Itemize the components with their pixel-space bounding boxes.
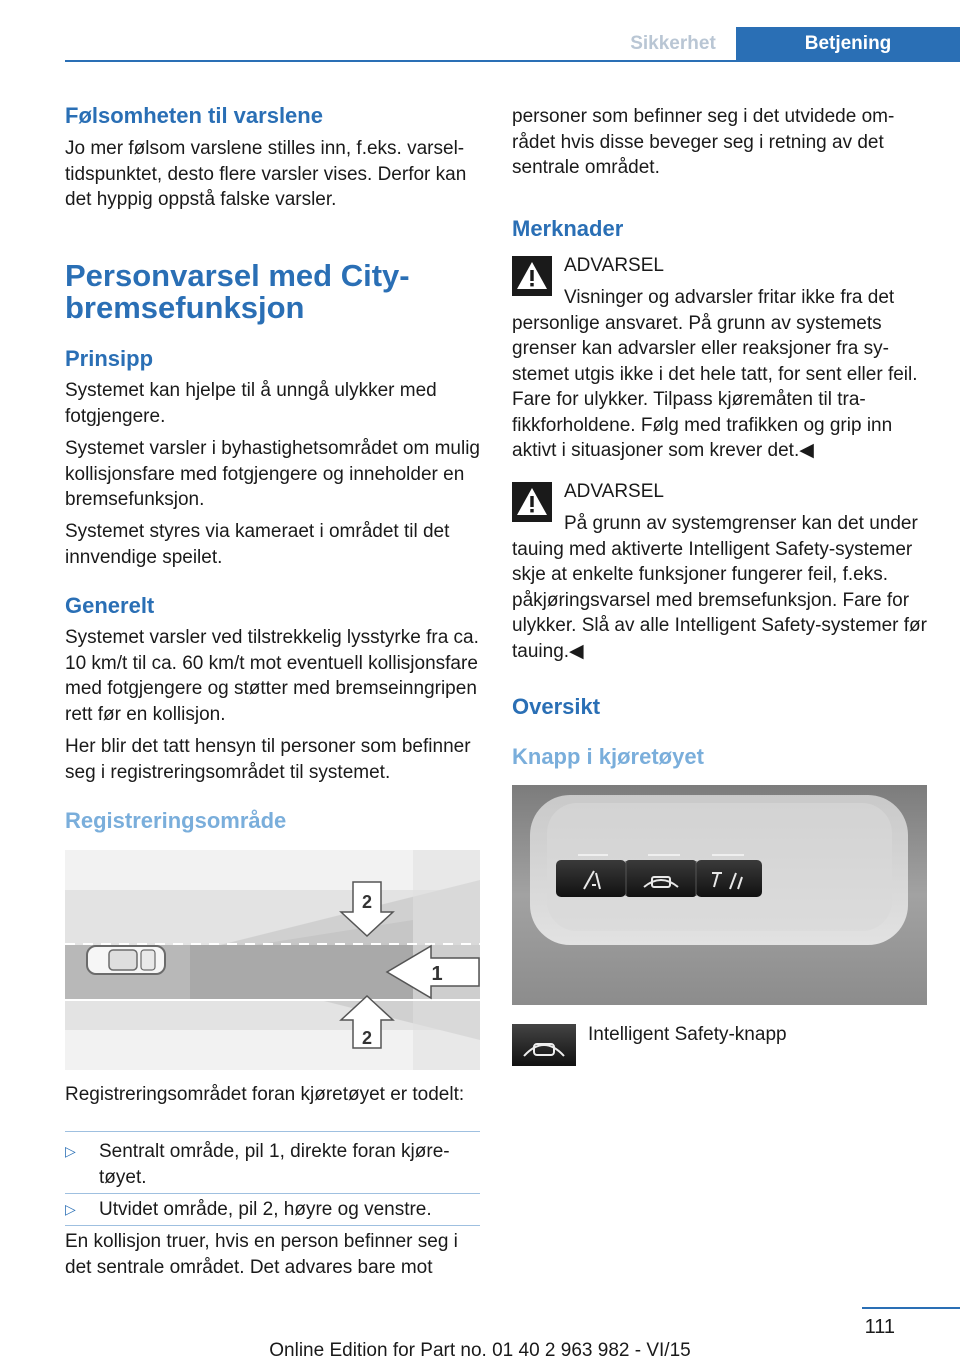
bullet-text: Utvidet område, pil 2, høyre og venstre. bbox=[99, 1199, 432, 1220]
footer-rule bbox=[862, 1307, 960, 1309]
page-number: 111 bbox=[864, 1316, 895, 1338]
paragraph-general-2: Her blir det tatt hensyn til personer som befinner seg i registreringsområdet til systemet. bbox=[65, 736, 471, 783]
heading-main-line1: Personvarsel med City- bbox=[65, 258, 410, 293]
figure-car bbox=[87, 946, 165, 974]
button-caption: Intelligent Safety-knapp bbox=[588, 1024, 787, 1045]
warning-1-title: ADVARSEL bbox=[564, 255, 664, 276]
warning-2-title: ADVARSEL bbox=[564, 481, 664, 502]
heading-notes: Merknader bbox=[512, 216, 624, 241]
warning-1-text: Visninger og advarsler fritar ikke fra det personlige ansvaret. På grunn av systemets grenser kan advarsler eller reaksjoner fra systemet utgis ikke i det hele tatt, for sent eller feil. Fare for ulykker. Tilpass kjøremåten til trafikkforholdene. Følg med trafikken og grip inn aktivt i situasjoner som krever det.◀ bbox=[512, 287, 918, 461]
bullet-separator bbox=[65, 1131, 480, 1132]
paragraph-detection: Registreringsområdet foran kjøretøyet er todelt: bbox=[65, 1084, 465, 1105]
bullet-separator bbox=[65, 1225, 480, 1226]
intelligent-safety-button-icon bbox=[512, 1024, 576, 1066]
paragraph-principle-2: Systemet varsler i byhastighetsområdet om mulig kollisjonsfare med fotgjengere og inneholder en bremsefunksjon. bbox=[65, 438, 480, 510]
bullet-separator bbox=[65, 1193, 480, 1194]
panel-button-right bbox=[696, 860, 762, 897]
bullet-triangle-icon: ▷ bbox=[65, 1143, 76, 1159]
arrow-2-top-label: 2 bbox=[361, 892, 373, 912]
panel-button-middle bbox=[626, 860, 696, 897]
bullet-text: Sentralt område, pil 1, direkte foran kjøretøyet. bbox=[99, 1141, 450, 1188]
page-header bbox=[65, 0, 960, 62]
heading-sensitivity: Følsomheten til varslene bbox=[65, 103, 323, 128]
paragraph-continued: personer som befinner seg i det utvidede området hvis disse beveger seg i retning av det sentrale området. bbox=[512, 106, 895, 178]
detection-area-figure bbox=[65, 850, 480, 1070]
panel-button-left bbox=[556, 860, 626, 897]
footer-edition: Online Edition for Part no. 01 40 2 963 982 - VI/15 bbox=[269, 1340, 691, 1361]
bullet-item bbox=[65, 1197, 480, 1223]
heading-principle: Prinsipp bbox=[65, 346, 154, 371]
paragraph-sensitivity: Jo mer følsom varslene stilles inn, f.eks. varseltidspunktet, desto flere varsler vises. Derfor kan det hyppig oppstå falske varsler. bbox=[65, 138, 467, 210]
heading-general: Generelt bbox=[65, 593, 155, 618]
tab-sikkerhet[interactable]: Sikkerhet bbox=[630, 33, 716, 54]
heading-detection-area: Registreringsområde bbox=[65, 808, 287, 833]
paragraph-principle-3: Systemet styres via kameraet i området til det innvendige speilet. bbox=[65, 521, 450, 568]
arrow-1-center-label: 1 bbox=[431, 963, 443, 985]
heading-overview: Oversikt bbox=[512, 694, 601, 719]
paragraph-general-1: Systemet varsler ved tilstrekkelig lysstyrke fra ca. 10 km/t til ca. 60 km/t mot eventuell kollisjonsfare med fotgjengere og støtter med bremseinngripen rett før en kollisjon. bbox=[65, 627, 479, 725]
bullet-triangle-icon: ▷ bbox=[65, 1201, 76, 1217]
figure-central-zone bbox=[190, 945, 413, 1000]
warning-2-text: På grunn av systemgrenser kan det under tauing med aktiverte Intelligent Safety-systemer skje at enkelte funksjoner fungerer feil, f.eks. påkjøringsvarsel med bremsefunksjon. Fare for ulykker. Slå av alle Intelligent Safety-systemer før tauing.◀ bbox=[512, 513, 927, 662]
tab-betjening[interactable]: Betjening bbox=[736, 27, 960, 60]
heading-button-in-vehicle: Knapp i kjøretøyet bbox=[512, 744, 704, 769]
button-panel-photo bbox=[512, 785, 927, 1005]
heading-main-line2: bremsefunksjon bbox=[65, 290, 305, 325]
paragraph-principle-1: Systemet kan hjelpe til å unngå ulykker med fotgjengere. bbox=[65, 380, 437, 427]
arrow-2-bottom-label: 2 bbox=[361, 1028, 373, 1048]
paragraph-collision: En kollisjon truer, hvis en person befinner seg i det sentrale området. Det advares bare mot bbox=[65, 1231, 458, 1278]
header-rule bbox=[65, 60, 960, 62]
bullet-item bbox=[65, 1139, 480, 1191]
